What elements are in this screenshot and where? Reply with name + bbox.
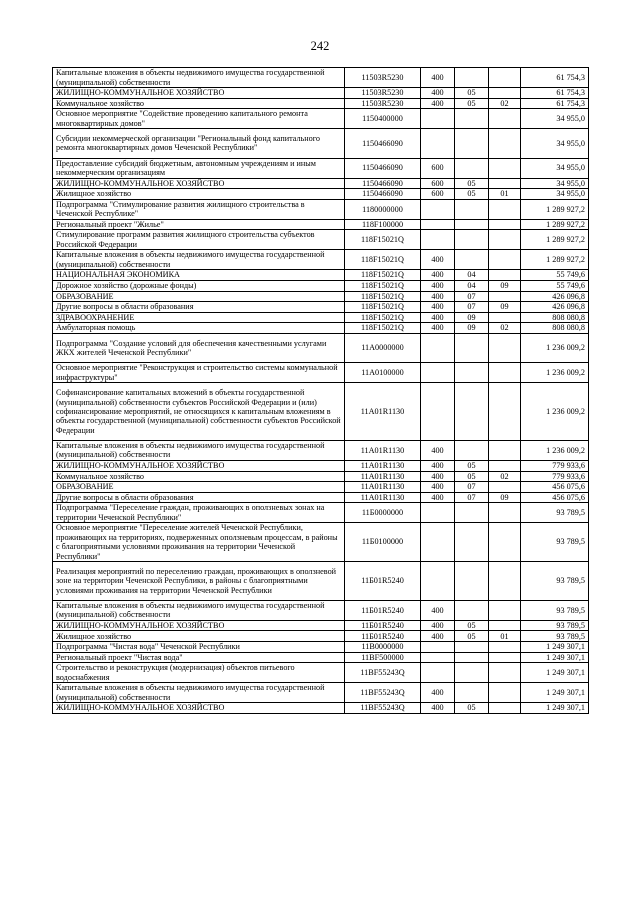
row-code-cell: 11А01R1130: [345, 440, 421, 460]
table-row: [53, 471, 589, 482]
row-subsection-cell: [489, 652, 521, 663]
row-expense-type-cell: 400: [421, 250, 455, 270]
row-code-cell: 11А01R1130: [345, 383, 421, 441]
row-section-cell: 04: [455, 270, 489, 281]
row-code-cell: 11Б0100000: [345, 523, 421, 562]
row-code-cell: 11503R5230: [345, 88, 421, 99]
row-code-cell: 11А0000000: [345, 333, 421, 362]
row-expense-type-cell: 400: [421, 88, 455, 99]
row-subsection-cell: 02: [489, 323, 521, 334]
row-code-cell: 11Б01R5240: [345, 631, 421, 642]
row-amount-cell: 93 789,5: [521, 620, 589, 631]
row-section-cell: [455, 109, 489, 129]
row-subsection-cell: 01: [489, 631, 521, 642]
row-amount-cell: 426 096,8: [521, 302, 589, 313]
row-name-cell: ЖИЛИЩНО-КОММУНАЛЬНОЕ ХОЗЯЙСТВО: [53, 178, 345, 189]
row-subsection-cell: [489, 363, 521, 383]
table-row: [53, 68, 589, 88]
row-expense-type-cell: [421, 663, 455, 683]
row-code-cell: 118F15021Q: [345, 270, 421, 281]
row-subsection-cell: [489, 199, 521, 219]
row-code-cell: 118F15021Q: [345, 291, 421, 302]
row-expense-type-cell: 400: [421, 471, 455, 482]
row-subsection-cell: [489, 642, 521, 653]
row-expense-type-cell: [421, 333, 455, 362]
row-expense-type-cell: 400: [421, 440, 455, 460]
row-code-cell: 1150400000: [345, 109, 421, 129]
row-code-cell: 11А01R1130: [345, 482, 421, 493]
table-row: [53, 302, 589, 313]
row-name-cell: Жилищное хозяйство: [53, 631, 345, 642]
row-subsection-cell: 01: [489, 189, 521, 200]
row-amount-cell: 1 289 927,2: [521, 230, 589, 250]
row-section-cell: [455, 68, 489, 88]
row-name-cell: ЖИЛИЩНО-КОММУНАЛЬНОЕ ХОЗЯЙСТВО: [53, 460, 345, 471]
row-subsection-cell: [489, 219, 521, 230]
row-subsection-cell: [489, 440, 521, 460]
row-section-cell: 04: [455, 280, 489, 291]
table-row: [53, 460, 589, 471]
row-code-cell: 11Б0000000: [345, 503, 421, 523]
row-subsection-cell: 09: [489, 302, 521, 313]
row-subsection-cell: [489, 482, 521, 493]
table-row: [53, 683, 589, 703]
row-amount-cell: 1 289 927,2: [521, 199, 589, 219]
row-amount-cell: 55 749,6: [521, 280, 589, 291]
row-amount-cell: 61 754,3: [521, 98, 589, 109]
row-expense-type-cell: 400: [421, 291, 455, 302]
row-expense-type-cell: 400: [421, 302, 455, 313]
row-amount-cell: 93 789,5: [521, 503, 589, 523]
row-expense-type-cell: [421, 129, 455, 158]
row-code-cell: 11503R5230: [345, 68, 421, 88]
table-row: [53, 178, 589, 189]
row-amount-cell: 93 789,5: [521, 600, 589, 620]
row-name-cell: Основное мероприятие "Реконструкция и строительство системы коммунальной инфраструктуры": [53, 363, 345, 383]
row-subsection-cell: [489, 503, 521, 523]
row-section-cell: 05: [455, 189, 489, 200]
row-name-cell: ОБРАЗОВАНИЕ: [53, 291, 345, 302]
row-expense-type-cell: 400: [421, 312, 455, 323]
row-section-cell: [455, 383, 489, 441]
row-subsection-cell: [489, 291, 521, 302]
row-subsection-cell: [489, 250, 521, 270]
row-subsection-cell: 09: [489, 492, 521, 503]
table-row: [53, 88, 589, 99]
table-row: [53, 333, 589, 362]
table-row: [53, 383, 589, 441]
row-expense-type-cell: [421, 230, 455, 250]
row-subsection-cell: [489, 230, 521, 250]
row-amount-cell: 93 789,5: [521, 631, 589, 642]
table-row: [53, 291, 589, 302]
row-section-cell: 09: [455, 323, 489, 334]
table-row: [53, 98, 589, 109]
row-subsection-cell: [489, 562, 521, 601]
row-subsection-cell: [489, 68, 521, 88]
row-amount-cell: 1 236 009,2: [521, 383, 589, 441]
row-code-cell: 118F15021Q: [345, 302, 421, 313]
table-row: [53, 482, 589, 493]
row-name-cell: Коммунальное хозяйство: [53, 471, 345, 482]
row-name-cell: ЖИЛИЩНО-КОММУНАЛЬНОЕ ХОЗЯЙСТВО: [53, 620, 345, 631]
row-amount-cell: 1 289 927,2: [521, 250, 589, 270]
row-name-cell: Региональный проект "Чистая вода": [53, 652, 345, 663]
row-code-cell: 1180000000: [345, 199, 421, 219]
row-section-cell: 05: [455, 88, 489, 99]
row-expense-type-cell: 400: [421, 600, 455, 620]
row-name-cell: Подпрограмма "Чистая вода" Чеченской Республики: [53, 642, 345, 653]
row-section-cell: [455, 199, 489, 219]
table-row: [53, 652, 589, 663]
row-subsection-cell: [489, 312, 521, 323]
row-amount-cell: 1 289 927,2: [521, 219, 589, 230]
row-section-cell: 07: [455, 492, 489, 503]
row-expense-type-cell: 400: [421, 98, 455, 109]
row-name-cell: Подпрограмма "Создание условий для обеспечения качественными услугами ЖКХ жителей Чеченской Республики": [53, 333, 345, 362]
row-section-cell: [455, 652, 489, 663]
row-amount-cell: 1 249 307,1: [521, 683, 589, 703]
table-row: [53, 703, 589, 714]
row-code-cell: 11В0000000: [345, 642, 421, 653]
row-subsection-cell: 02: [489, 471, 521, 482]
row-name-cell: Другие вопросы в области образования: [53, 302, 345, 313]
row-expense-type-cell: [421, 199, 455, 219]
row-subsection-cell: [489, 683, 521, 703]
row-name-cell: Софинансирование капитальных вложений в объекты государственной (муниципальной) собственности субъектов Российской Федерации и (или) софинансирование мероприятий, не относящихся к капитальным вложениям в объекты государственной (муниципальной) собственности субъектов Российской Федерации: [53, 383, 345, 441]
row-amount-cell: 93 789,5: [521, 562, 589, 601]
row-amount-cell: 34 955,0: [521, 189, 589, 200]
row-name-cell: Капитальные вложения в объекты недвижимого имущества государственной (муниципальной) собственности: [53, 600, 345, 620]
row-section-cell: 05: [455, 178, 489, 189]
row-section-cell: [455, 663, 489, 683]
row-section-cell: 07: [455, 302, 489, 313]
row-amount-cell: 779 933,6: [521, 460, 589, 471]
table-row: [53, 109, 589, 129]
row-amount-cell: 1 249 307,1: [521, 642, 589, 653]
row-section-cell: 05: [455, 631, 489, 642]
row-subsection-cell: [489, 88, 521, 99]
row-amount-cell: 808 080,8: [521, 312, 589, 323]
row-subsection-cell: 02: [489, 98, 521, 109]
table-row: [53, 620, 589, 631]
row-amount-cell: 426 096,8: [521, 291, 589, 302]
row-expense-type-cell: [421, 383, 455, 441]
row-expense-type-cell: 600: [421, 158, 455, 178]
row-amount-cell: 34 955,0: [521, 178, 589, 189]
row-expense-type-cell: [421, 503, 455, 523]
row-section-cell: [455, 219, 489, 230]
row-name-cell: Основное мероприятие "Переселение жителей Чеченской Республики, проживающих на территориях, подверженных оползневым процессам, в районы с благоприятными условиями проживания на территории Чеченской Республики": [53, 523, 345, 562]
row-amount-cell: 1 249 307,1: [521, 663, 589, 683]
table-row: [53, 323, 589, 334]
row-section-cell: [455, 363, 489, 383]
table-row: [53, 270, 589, 281]
row-amount-cell: 34 955,0: [521, 109, 589, 129]
table-row: [53, 642, 589, 653]
row-name-cell: Предоставление субсидий бюджетным, автономным учреждениям и иным некоммерческим организациям: [53, 158, 345, 178]
row-expense-type-cell: 600: [421, 178, 455, 189]
row-section-cell: 05: [455, 620, 489, 631]
row-amount-cell: 55 749,6: [521, 270, 589, 281]
row-subsection-cell: [489, 703, 521, 714]
row-subsection-cell: [489, 129, 521, 158]
row-name-cell: Капитальные вложения в объекты недвижимого имущества государственной (муниципальной) собственности: [53, 440, 345, 460]
row-section-cell: 05: [455, 703, 489, 714]
table-row: [53, 219, 589, 230]
row-amount-cell: 34 955,0: [521, 129, 589, 158]
row-expense-type-cell: [421, 363, 455, 383]
row-name-cell: Подпрограмма "Стимулирование развития жилищного строительства в Чеченской Республике": [53, 199, 345, 219]
row-section-cell: 09: [455, 312, 489, 323]
row-section-cell: [455, 683, 489, 703]
row-name-cell: Капитальные вложения в объекты недвижимого имущества государственной (муниципальной) собственности: [53, 250, 345, 270]
row-expense-type-cell: 400: [421, 631, 455, 642]
row-amount-cell: 808 080,8: [521, 323, 589, 334]
row-name-cell: Подпрограмма "Переселение граждан, проживающих в оползневых зонах на территории Чеченской Республики": [53, 503, 345, 523]
row-code-cell: 118F15021Q: [345, 230, 421, 250]
row-section-cell: 05: [455, 471, 489, 482]
row-name-cell: ОБРАЗОВАНИЕ: [53, 482, 345, 493]
row-section-cell: [455, 333, 489, 362]
row-expense-type-cell: 400: [421, 323, 455, 334]
row-expense-type-cell: [421, 562, 455, 601]
row-section-cell: 07: [455, 291, 489, 302]
table-row: [53, 562, 589, 601]
row-amount-cell: 1 249 307,1: [521, 703, 589, 714]
row-amount-cell: 1 249 307,1: [521, 652, 589, 663]
row-section-cell: [455, 158, 489, 178]
row-section-cell: [455, 642, 489, 653]
row-subsection-cell: [489, 600, 521, 620]
row-code-cell: 11А01R1130: [345, 460, 421, 471]
row-expense-type-cell: 400: [421, 620, 455, 631]
table-row: [53, 523, 589, 562]
row-name-cell: Капитальные вложения в объекты недвижимого имущества государственной (муниципальной) собственности: [53, 683, 345, 703]
row-amount-cell: 93 789,5: [521, 523, 589, 562]
table-row: [53, 663, 589, 683]
table-row: [53, 503, 589, 523]
row-name-cell: ЗДРАВООХРАНЕНИЕ: [53, 312, 345, 323]
row-name-cell: Жилищное хозяйство: [53, 189, 345, 200]
row-expense-type-cell: [421, 109, 455, 129]
row-amount-cell: 1 236 009,2: [521, 440, 589, 460]
row-expense-type-cell: 400: [421, 683, 455, 703]
row-name-cell: Строительство и реконструкция (модернизация) объектов питьевого водоснабжения: [53, 663, 345, 683]
row-amount-cell: 779 933,6: [521, 471, 589, 482]
table-row: [53, 440, 589, 460]
row-expense-type-cell: 400: [421, 270, 455, 281]
row-expense-type-cell: 400: [421, 280, 455, 291]
row-code-cell: 11ВF55243Q: [345, 663, 421, 683]
row-name-cell: Амбулаторная помощь: [53, 323, 345, 334]
row-code-cell: 118F15021Q: [345, 250, 421, 270]
row-code-cell: 1150466090: [345, 178, 421, 189]
row-subsection-cell: [489, 663, 521, 683]
row-subsection-cell: [489, 460, 521, 471]
table-row: [53, 631, 589, 642]
row-subsection-cell: 09: [489, 280, 521, 291]
row-code-cell: 11Б01R5240: [345, 600, 421, 620]
row-section-cell: [455, 129, 489, 158]
table-row: [53, 492, 589, 503]
row-expense-type-cell: [421, 219, 455, 230]
row-name-cell: ЖИЛИЩНО-КОММУНАЛЬНОЕ ХОЗЯЙСТВО: [53, 88, 345, 99]
row-subsection-cell: [489, 178, 521, 189]
row-amount-cell: 456 075,6: [521, 492, 589, 503]
row-section-cell: 05: [455, 460, 489, 471]
row-expense-type-cell: [421, 642, 455, 653]
row-code-cell: 11Б01R5240: [345, 620, 421, 631]
row-section-cell: [455, 440, 489, 460]
row-name-cell: Реализация мероприятий по переселению граждан, проживающих в оползневой зоне на территории Чеченской Республики, в районы с благоприятными условиями проживания на территории Чеченской Республики: [53, 562, 345, 601]
row-code-cell: 11Б01R5240: [345, 562, 421, 601]
row-name-cell: Коммунальное хозяйство: [53, 98, 345, 109]
row-expense-type-cell: 400: [421, 460, 455, 471]
row-code-cell: 11ВF500000: [345, 652, 421, 663]
row-code-cell: 11503R5230: [345, 98, 421, 109]
row-code-cell: 118F15021Q: [345, 312, 421, 323]
row-subsection-cell: [489, 158, 521, 178]
row-code-cell: 1150466090: [345, 129, 421, 158]
table-row: [53, 250, 589, 270]
row-subsection-cell: [489, 333, 521, 362]
table-row: [53, 600, 589, 620]
row-name-cell: Дорожное хозяйство (дорожные фонды): [53, 280, 345, 291]
table-row: [53, 189, 589, 200]
row-code-cell: 11ВF55243Q: [345, 683, 421, 703]
row-section-cell: [455, 600, 489, 620]
row-name-cell: Субсидии некоммерческой организации "Региональный фонд капитального ремонта многоквартирных домов Чеченской Республики": [53, 129, 345, 158]
row-name-cell: Стимулирование программ развития жилищного строительства субъектов Российской Федерации: [53, 230, 345, 250]
row-amount-cell: 34 955,0: [521, 158, 589, 178]
row-code-cell: 11ВF55243Q: [345, 703, 421, 714]
row-name-cell: Региональный проект "Жилье": [53, 219, 345, 230]
row-expense-type-cell: 400: [421, 703, 455, 714]
row-amount-cell: 1 236 009,2: [521, 363, 589, 383]
row-name-cell: Основное мероприятие "Содействие проведению капитального ремонта многоквартирных домов": [53, 109, 345, 129]
row-amount-cell: 61 754,3: [521, 68, 589, 88]
table-row: [53, 158, 589, 178]
row-name-cell: НАЦИОНАЛЬНАЯ ЭКОНОМИКА: [53, 270, 345, 281]
table-row: [53, 199, 589, 219]
row-name-cell: ЖИЛИЩНО-КОММУНАЛЬНОЕ ХОЗЯЙСТВО: [53, 703, 345, 714]
row-expense-type-cell: 400: [421, 482, 455, 493]
row-expense-type-cell: 600: [421, 189, 455, 200]
row-amount-cell: 1 236 009,2: [521, 333, 589, 362]
budget-table-body: [53, 68, 589, 714]
row-code-cell: 11А0100000: [345, 363, 421, 383]
row-section-cell: [455, 523, 489, 562]
row-subsection-cell: [489, 109, 521, 129]
row-section-cell: [455, 250, 489, 270]
row-subsection-cell: [489, 523, 521, 562]
row-expense-type-cell: 400: [421, 68, 455, 88]
row-code-cell: 1150466090: [345, 158, 421, 178]
row-section-cell: [455, 562, 489, 601]
row-section-cell: 07: [455, 482, 489, 493]
row-section-cell: [455, 230, 489, 250]
table-row: [53, 129, 589, 158]
row-code-cell: 1150466090: [345, 189, 421, 200]
row-subsection-cell: [489, 270, 521, 281]
row-name-cell: Другие вопросы в области образования: [53, 492, 345, 503]
row-section-cell: [455, 503, 489, 523]
row-subsection-cell: [489, 620, 521, 631]
row-name-cell: Капитальные вложения в объекты недвижимого имущества государственной (муниципальной) собственности: [53, 68, 345, 88]
row-code-cell: 118F15021Q: [345, 280, 421, 291]
row-expense-type-cell: [421, 652, 455, 663]
table-row: [53, 280, 589, 291]
row-code-cell: 11А01R1130: [345, 471, 421, 482]
row-amount-cell: 61 754,3: [521, 88, 589, 99]
row-expense-type-cell: [421, 523, 455, 562]
table-row: [53, 312, 589, 323]
row-subsection-cell: [489, 383, 521, 441]
table-row: [53, 230, 589, 250]
budget-table: [52, 67, 589, 714]
page-number: 242: [310, 39, 330, 53]
table-row: [53, 363, 589, 383]
row-section-cell: 05: [455, 98, 489, 109]
row-code-cell: 118F15021Q: [345, 323, 421, 334]
row-code-cell: 11А01R1130: [345, 492, 421, 503]
row-amount-cell: 456 075,6: [521, 482, 589, 493]
row-code-cell: 118F100000: [345, 219, 421, 230]
row-expense-type-cell: 400: [421, 492, 455, 503]
